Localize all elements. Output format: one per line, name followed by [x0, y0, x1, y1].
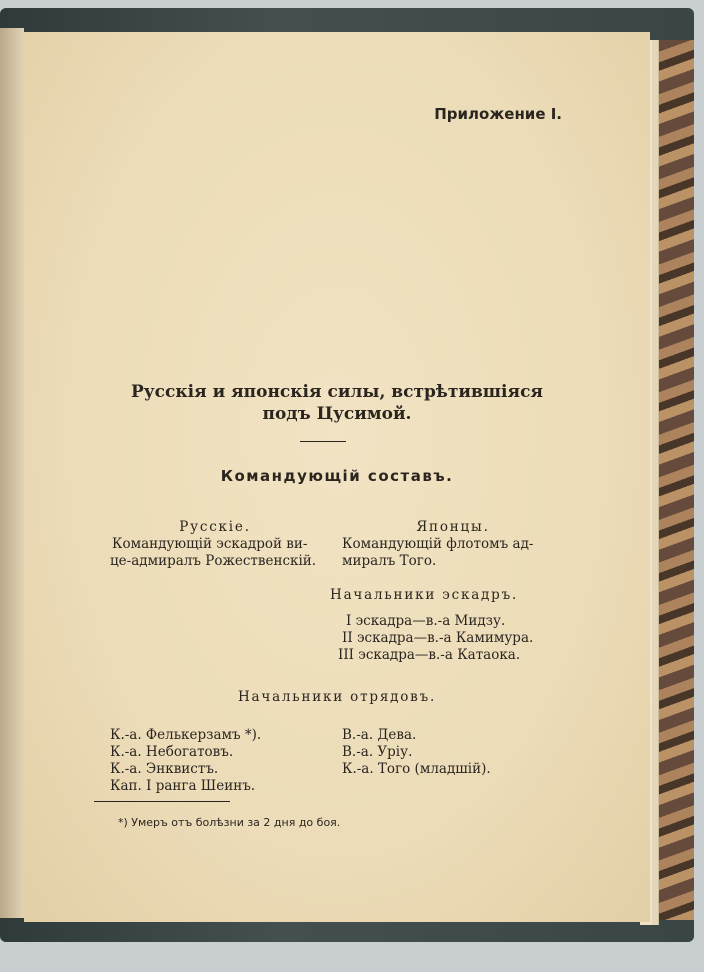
- detachment-item: К.-а. Того (младшій).: [342, 761, 491, 777]
- squadron-heading: Начальники эскадръ.: [330, 587, 519, 603]
- detachment-item: Кап. I ранга Шеинъ.: [110, 778, 256, 794]
- title-line-2: подъ Цусимой.: [262, 404, 412, 424]
- detachment-item: К.-а. Небогатовъ.: [110, 744, 234, 760]
- footnote-rule: [94, 801, 230, 802]
- marbled-binding: [656, 40, 694, 920]
- squadron-item: III эскадра—в.-а Катаока.: [338, 647, 521, 663]
- squadron-item: II эскадра—в.-а Камимура.: [342, 630, 534, 646]
- title-line-1: Русскія и японскія силы, встрѣтившіяся: [131, 382, 543, 402]
- japanese-detachments: [342, 727, 562, 778]
- russian-detachments: [110, 727, 330, 795]
- command-section-heading: Командующій составъ.: [220, 467, 454, 485]
- japanese-command-column: [342, 519, 564, 570]
- japanese-heading: Японцы.: [416, 519, 490, 535]
- footnote: *) Умеръ отъ болѣзни за 2 дня до боя.: [118, 816, 341, 829]
- detachment-item: К.-а. Фелькерзамъ *).: [110, 727, 262, 743]
- book-page: [24, 32, 650, 922]
- japanese-line-2: миралъ Того.: [342, 553, 437, 569]
- page-title: [24, 381, 650, 425]
- title-divider: [300, 441, 346, 442]
- squadron-item: I эскадра—в.-а Мидзу.: [346, 613, 506, 629]
- appendix-label: Приложение I.: [434, 105, 562, 123]
- russian-command-column: [110, 519, 320, 570]
- russian-line-1: Командующій эскадрой ви-: [112, 536, 308, 552]
- detachment-item: В.-а. Дева.: [342, 727, 417, 743]
- detachment-item: К.-а. Энквистъ.: [110, 761, 219, 777]
- squadron-list: [338, 613, 558, 664]
- japanese-line-1: Командующій флотомъ ад-: [342, 536, 534, 552]
- detachment-heading: Начальники отрядовъ.: [237, 689, 437, 705]
- detachment-item: В.-а. Уріу.: [342, 744, 413, 760]
- russian-heading: Русскіе.: [179, 519, 251, 535]
- page-edge-inner: [652, 40, 659, 925]
- left-page-edge: [0, 28, 24, 918]
- russian-line-2: це-адмиралъ Рожественскій.: [110, 553, 317, 569]
